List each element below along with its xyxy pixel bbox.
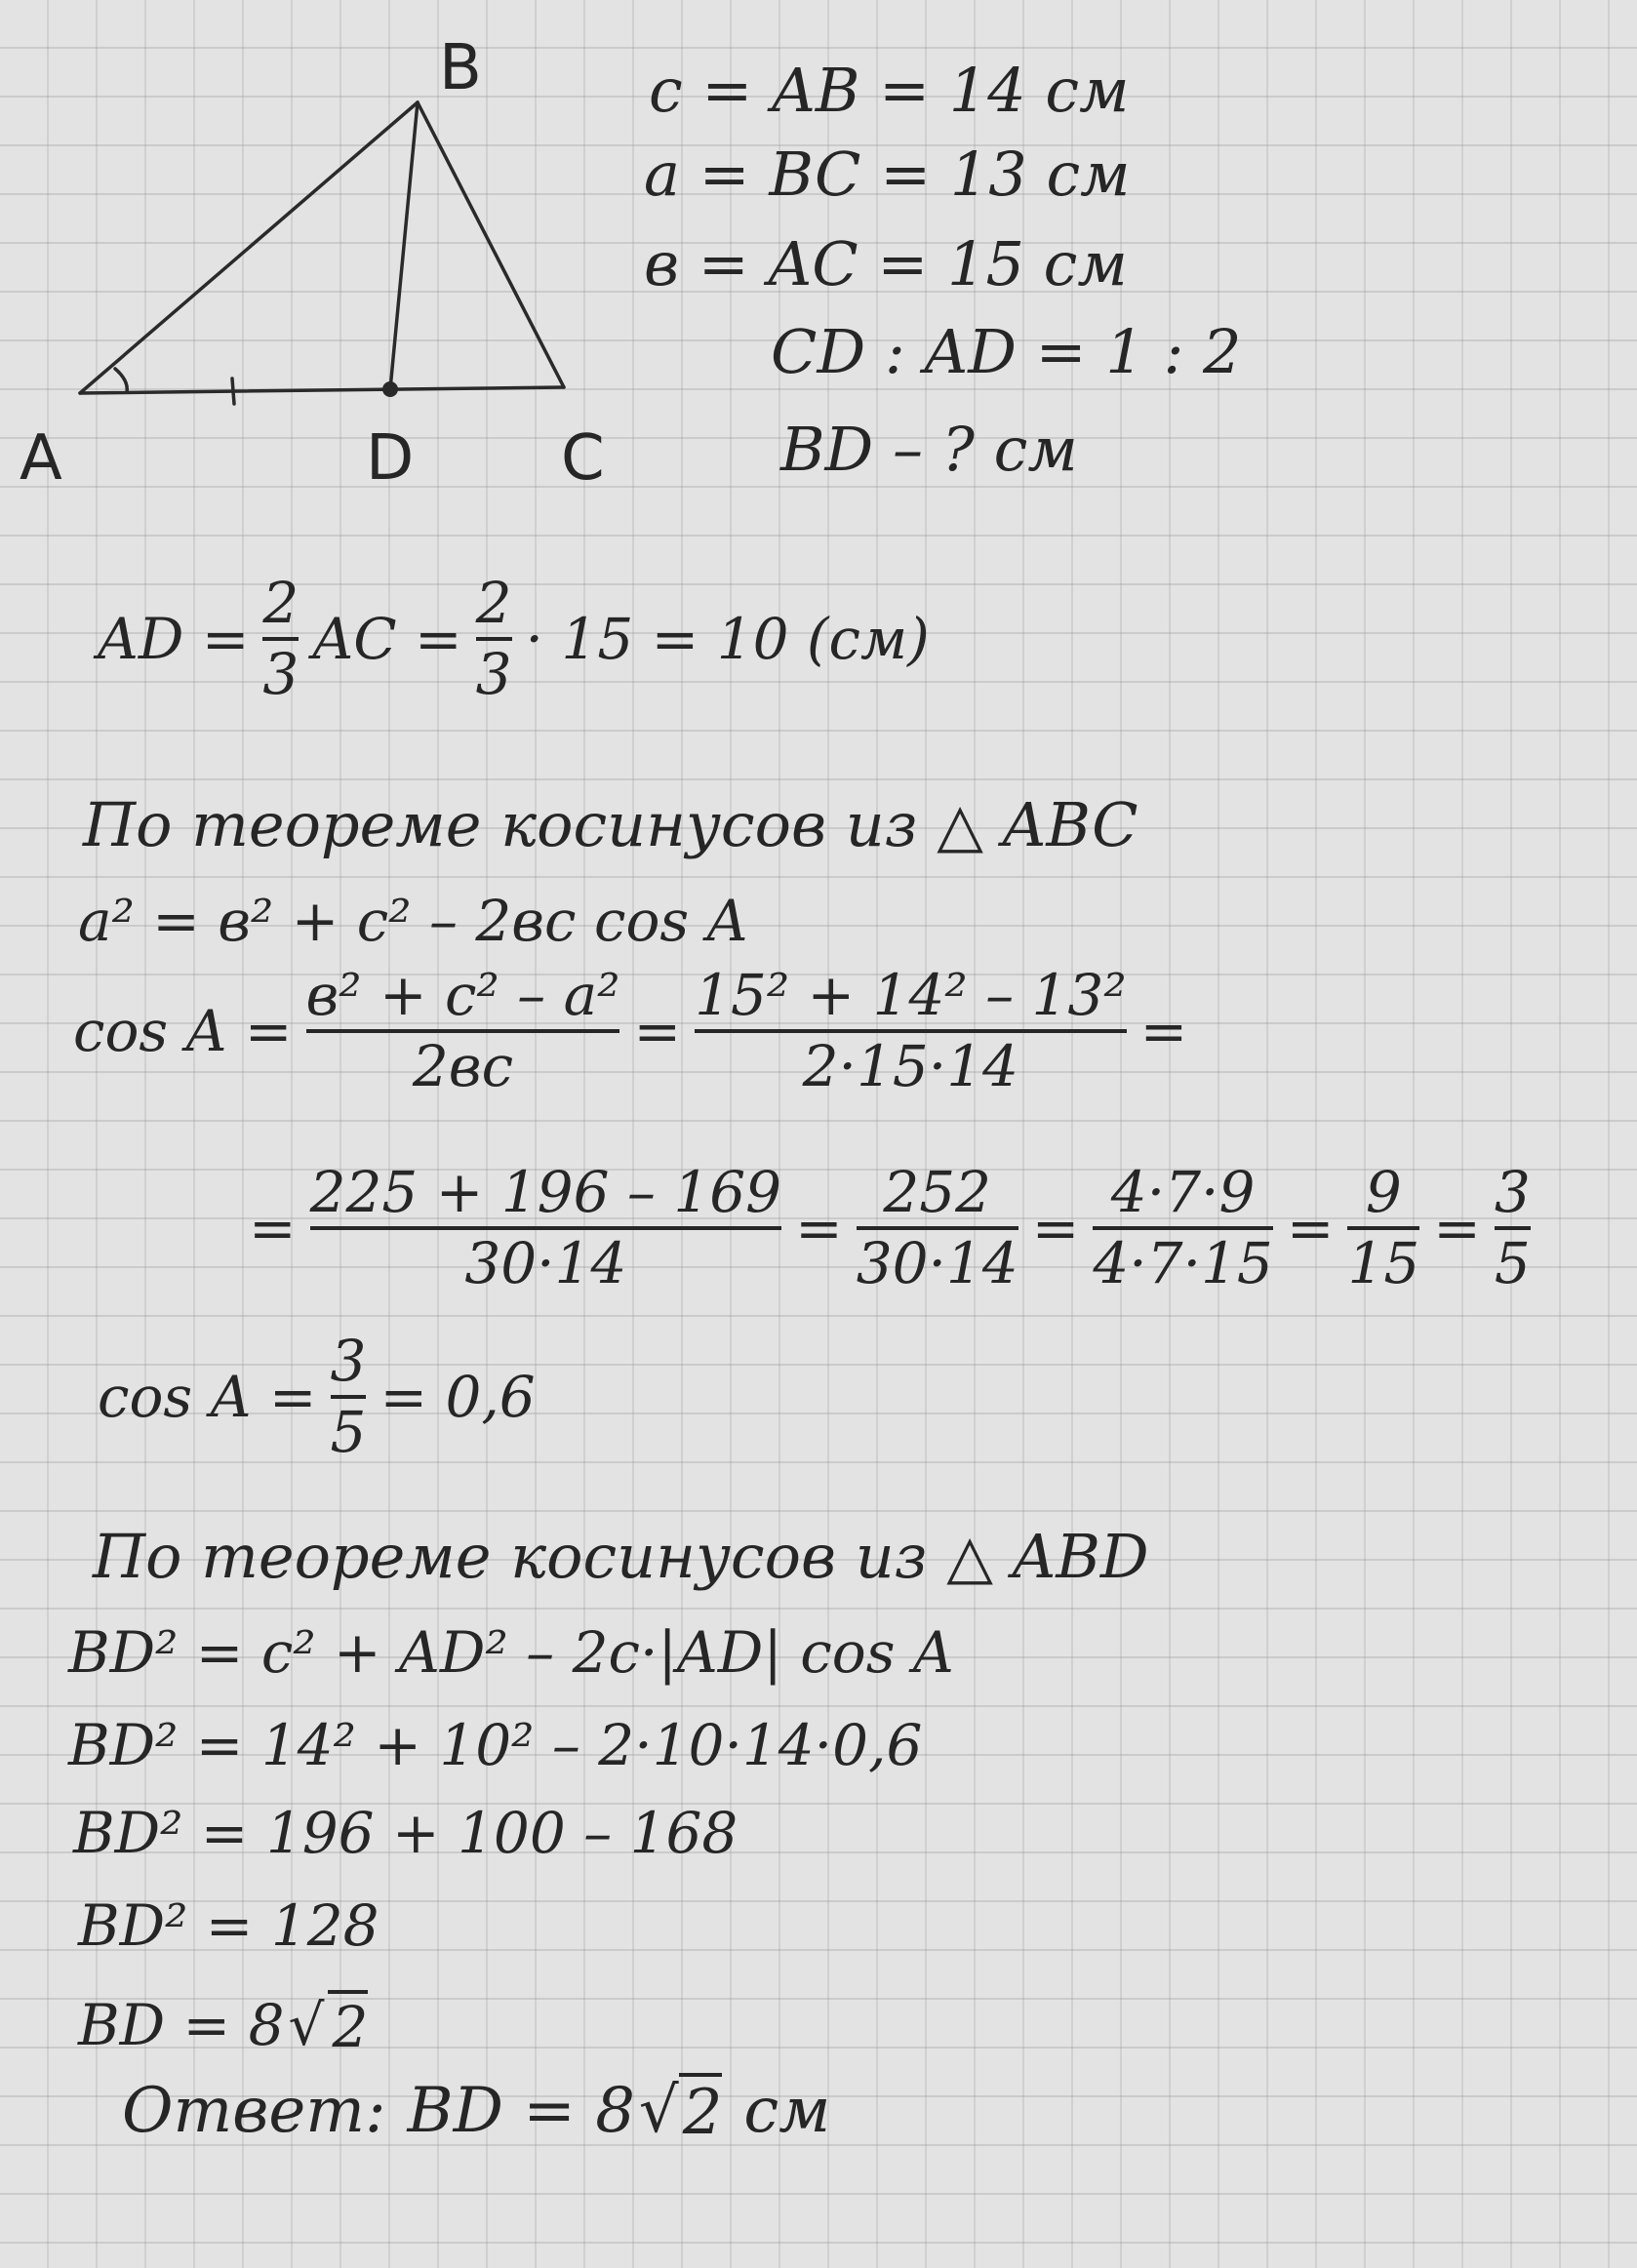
bd-equation-line-2: BD² = 14² + 10² – 2·10·14·0,6 <box>68 1712 923 1778</box>
simplify-fraction-4-num: 9 <box>1365 1159 1402 1225</box>
vertex-label-b: B <box>439 32 482 104</box>
side-bc <box>418 102 564 387</box>
equals-sign: = <box>1031 1194 1080 1261</box>
bd-root-radicand: 2 <box>328 1990 368 2060</box>
cos-a-num-symbolic: в² + c² – a² <box>305 962 620 1028</box>
cos-a-den-symbolic: 2вc <box>412 1032 514 1099</box>
cos-a-formula <box>73 962 1188 1099</box>
ad-fraction-1-num: 2 <box>262 570 299 636</box>
simplify-fraction-1-num: 225 + 196 – 169 <box>309 1159 782 1225</box>
given-unknown: BD – ? см <box>780 414 1078 485</box>
cos-a-fraction-numeric <box>695 962 1127 1099</box>
bd-root-lhs: BD = 8 <box>78 1992 285 2058</box>
cos-a-num-numeric: 15² + 14² – 13² <box>695 962 1127 1028</box>
point-d-dot <box>382 381 398 397</box>
vertex-label-c: C <box>561 422 605 495</box>
answer-unit: см <box>743 2075 831 2147</box>
ad-fraction-1 <box>262 570 299 707</box>
given-line-c: c = AB = 14 см <box>649 55 1130 126</box>
equals-sign: = <box>249 1194 297 1261</box>
equals-sign: = <box>1286 1194 1335 1261</box>
cos-a-result-den: 5 <box>330 1398 367 1465</box>
answer-lhs: BD = 8 <box>407 2075 635 2147</box>
cos-a-result-lhs: cos A = <box>98 1363 317 1430</box>
bd-equation-line-4: BD² = 128 <box>78 1892 379 1959</box>
simplify-fraction-3 <box>1093 1159 1273 1296</box>
bd-equation-line-3: BD² = 196 + 100 – 168 <box>73 1800 739 1866</box>
bd-root-line <box>78 1990 368 2060</box>
equals-sign: = <box>1433 1194 1481 1261</box>
equals-sign: = <box>633 997 682 1064</box>
simplify-fraction-2 <box>856 1159 1018 1296</box>
simplify-fraction-2-den: 30·14 <box>856 1229 1018 1296</box>
simplify-fraction-3-num: 4·7·9 <box>1110 1159 1256 1225</box>
side-ab <box>80 102 418 393</box>
segment-bd <box>390 102 418 389</box>
ad-rhs: · 15 = 10 (см) <box>525 605 930 672</box>
cos-a-den-numeric: 2·15·14 <box>802 1032 1019 1099</box>
cos-a-fraction-symbolic <box>305 962 620 1099</box>
simplify-fraction-4 <box>1347 1159 1420 1296</box>
simplify-fraction-5-num: 3 <box>1494 1159 1531 1225</box>
simplify-fraction-1 <box>309 1159 782 1296</box>
answer-label: Ответ: <box>122 2075 386 2147</box>
cos-a-simplification <box>249 1159 1531 1296</box>
cos-a-result-num: 3 <box>330 1328 367 1394</box>
cos-a-result-fraction <box>330 1328 367 1465</box>
cos-a-result-rhs: = 0,6 <box>379 1363 536 1430</box>
given-line-b: в = AC = 15 см <box>644 228 1128 299</box>
answer-line <box>122 2073 830 2149</box>
ad-mid: AC = <box>312 605 462 672</box>
vertex-label-a: A <box>20 422 62 495</box>
simplify-fraction-1-den: 30·14 <box>464 1229 627 1296</box>
sqrt-sign: √ <box>638 2075 679 2147</box>
cosine-abc-heading: По теореме косинусов из △ ABC <box>83 789 1138 860</box>
cosine-law-formula: a² = в² + c² – 2вc cos A <box>78 888 748 954</box>
cosine-abd-heading: По теореме косинусов из △ ABD <box>93 1521 1149 1592</box>
cos-a-lhs: cos A = <box>73 997 293 1064</box>
equals-sign: = <box>795 1194 843 1261</box>
ad-lhs: AD = <box>98 605 250 672</box>
side-ac <box>80 387 564 393</box>
simplify-fraction-5-den: 5 <box>1494 1229 1531 1296</box>
answer-radicand: 2 <box>679 2073 723 2149</box>
cos-a-result <box>98 1328 536 1465</box>
simplify-fraction-2-num: 252 <box>883 1159 992 1225</box>
ad-computation <box>98 570 930 707</box>
simplify-fraction-3-den: 4·7·15 <box>1093 1229 1273 1296</box>
given-line-a: a = BC = 13 см <box>644 139 1131 210</box>
vertex-label-d: D <box>366 422 415 495</box>
ad-fraction-2-num: 2 <box>475 570 512 636</box>
ad-fraction-2-den: 3 <box>475 640 512 707</box>
simplify-fraction-5 <box>1494 1159 1531 1296</box>
angle-a-arc <box>115 369 127 392</box>
simplify-fraction-4-den: 15 <box>1347 1229 1420 1296</box>
bd-equation-line-1: BD² = c² + AD² – 2c·|AD| cos A <box>68 1619 954 1686</box>
ad-fraction-2 <box>475 570 512 707</box>
ad-fraction-1-den: 3 <box>262 640 299 707</box>
tick-mark-ad <box>232 378 234 404</box>
sqrt-sign: √ <box>288 1992 325 2058</box>
equals-sign: = <box>1139 997 1188 1064</box>
given-ratio: CD : AD = 1 : 2 <box>771 316 1242 387</box>
